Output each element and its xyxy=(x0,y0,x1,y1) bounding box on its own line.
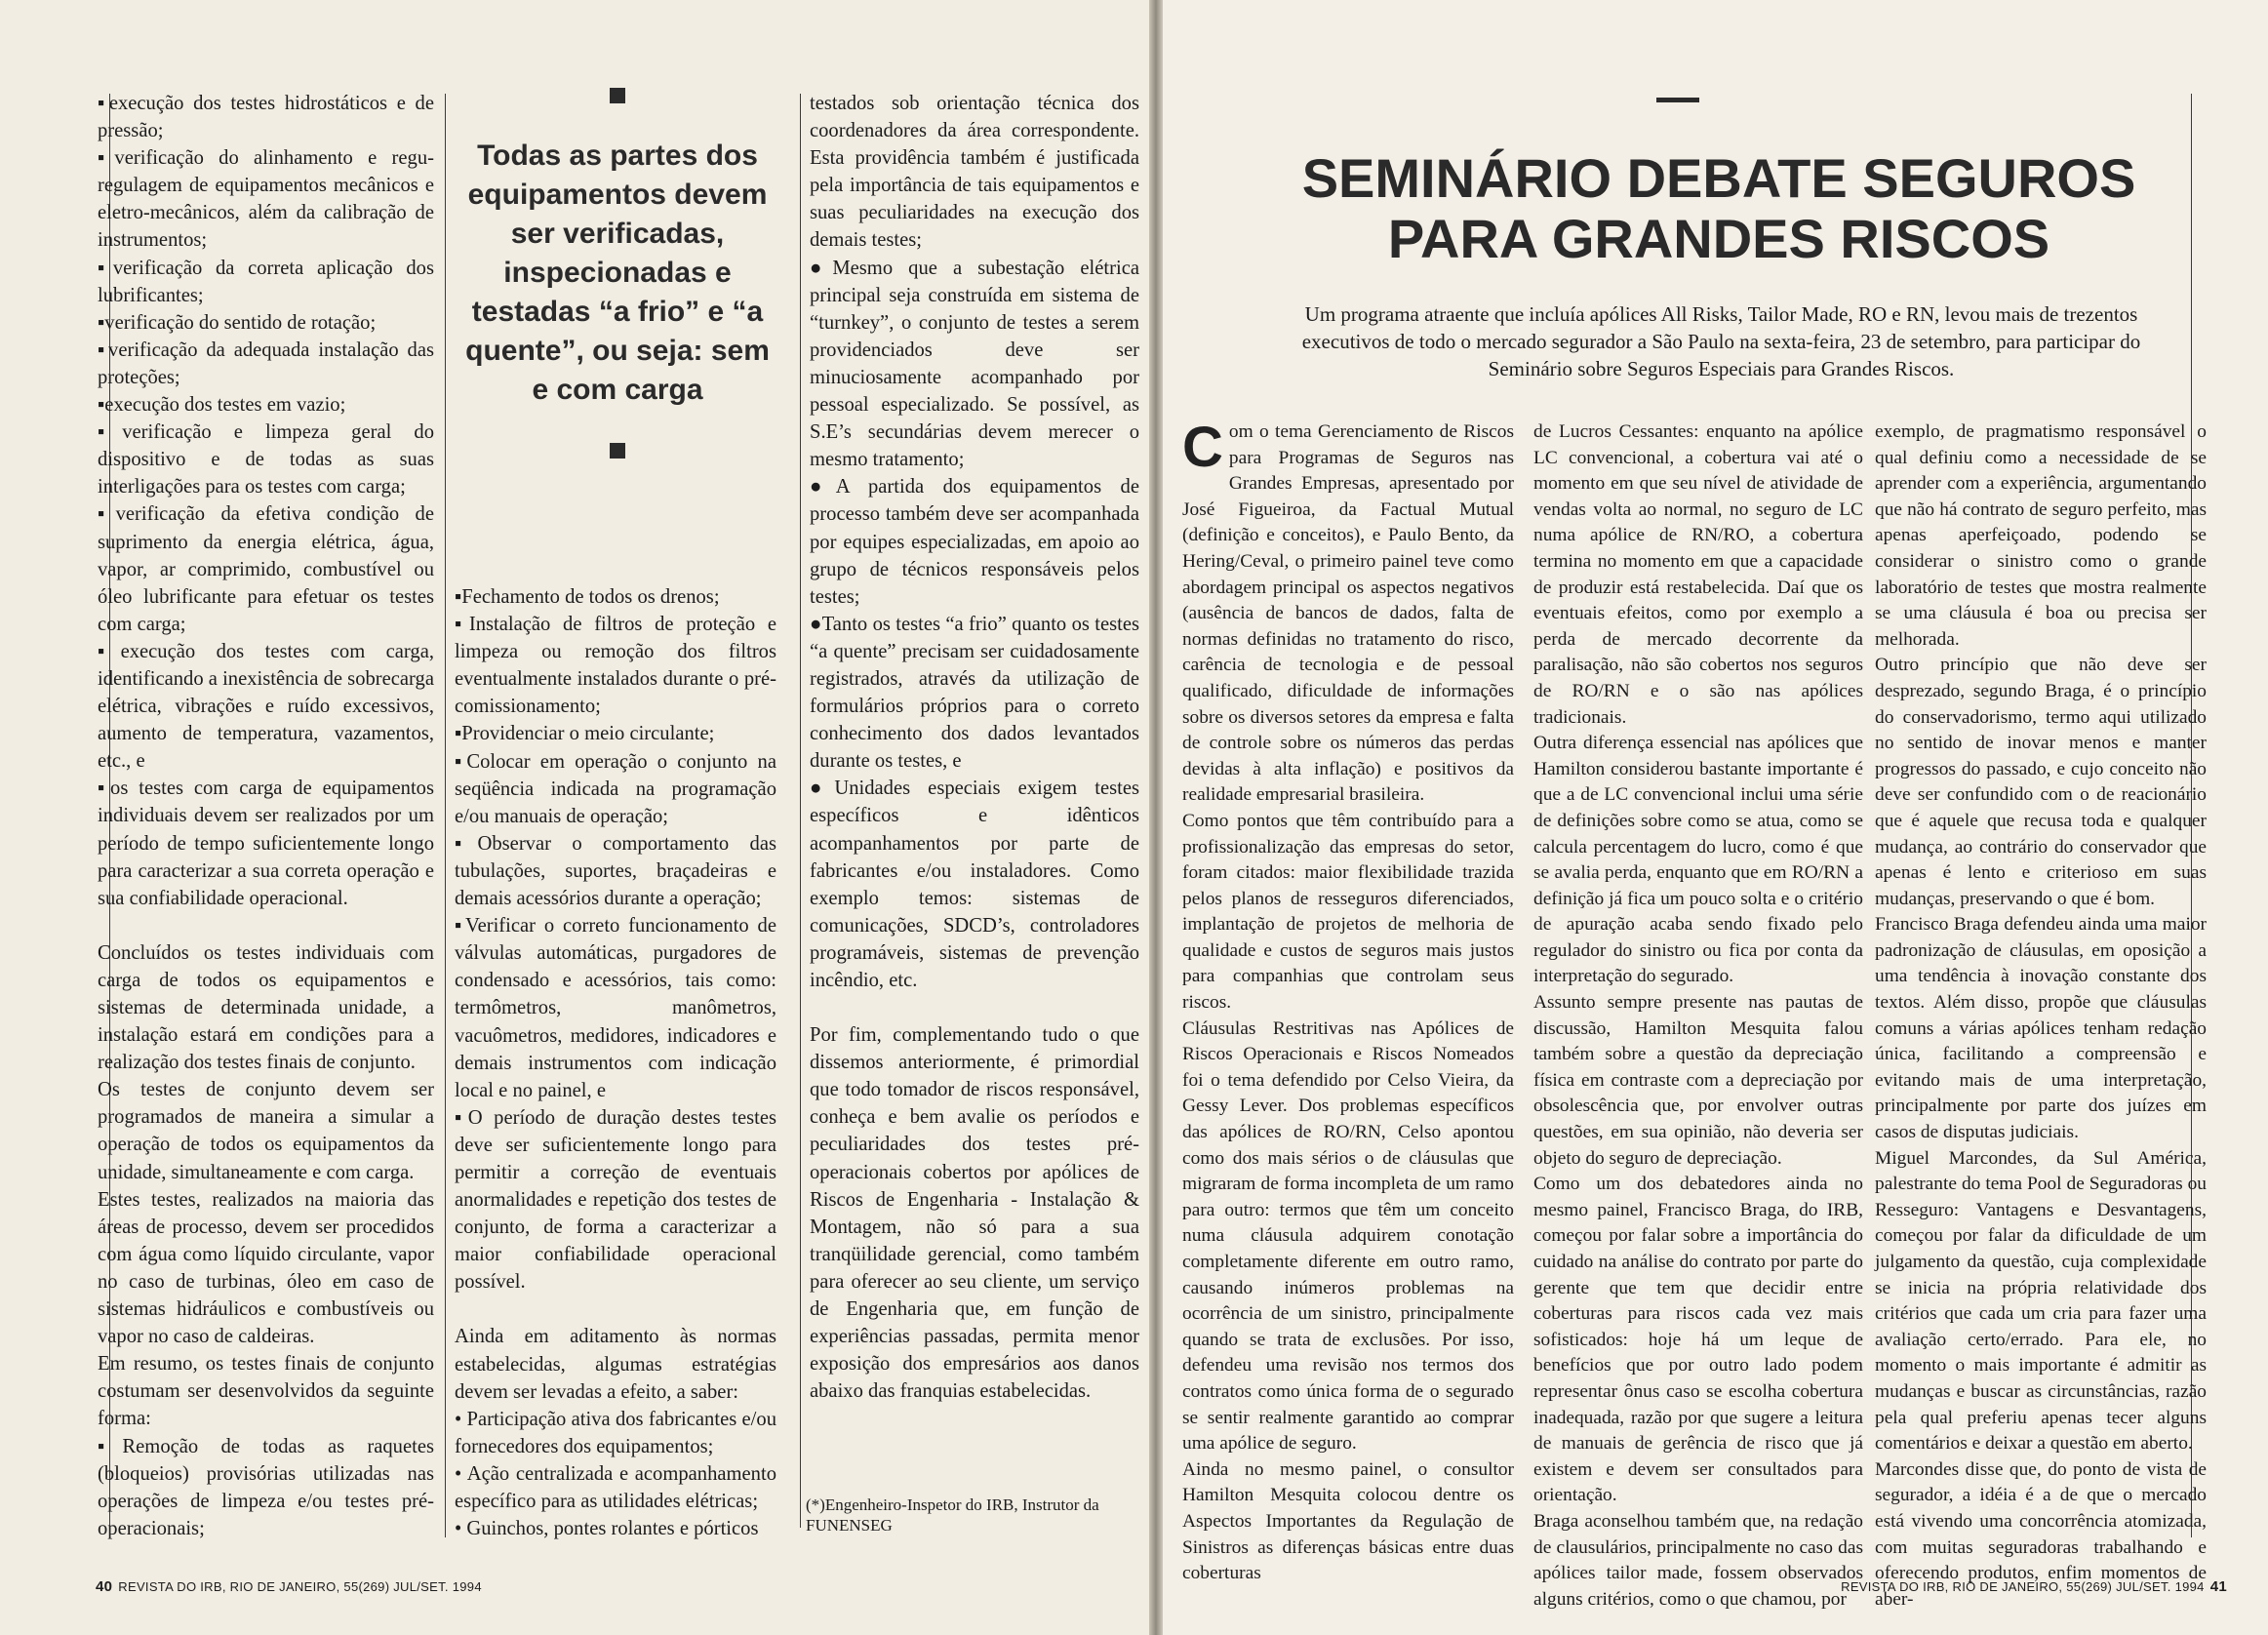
square-ornament xyxy=(610,88,625,103)
paragraph: Como um dos debatedores ainda no mesmo painel, Francisco Braga, do IRB, começou por falar sobre a importância do cuidado na análise do contrato por parte do gerente que tem que decidir entre coberturas para riscos cada vez mais sofisticados: hoje há um leque de benefícios que por outro lado podem representar ônus caso se escolha cobertura inadequada, razão por que sugere a leitura de manuais de gerência de risco que já existem e devem ser consultados para orientação. xyxy=(1533,1174,1863,1506)
paragraph: Braga aconselhou também que, na redação de clausulários, principalmente no caso das apólices tailor made, fossem observados alguns critérios, como o que chamou, por xyxy=(1533,1510,1863,1610)
paragraph: Estes testes, realizados na maioria das áreas de processo, devem ser procedidos com água como líquido circulante, vapor no caso de turbinas, óleo em caso de sistemas hidráulicos e combustíveis ou vapor no caso de caldeiras. xyxy=(98,1188,434,1348)
title-dash xyxy=(1656,98,1699,102)
paragraph: ●A partida dos equipamentos de processo também deve ser acompanhada por equipes especializadas, em apoio ao grupo de técnicos responsáveis pelos testes; xyxy=(810,476,1139,608)
paragraph: Concluídos os testes individuais com carga de todos os equipamentos e sistemas de determinada unidade, a instalação estará em condições para a realização dos testes finais de conjunto. xyxy=(98,941,434,1074)
paragraph: ●Mesmo que a subestação elétrica principal seja construída em sistema de “turnkey”, o conjunto de testes a serem providenciados deve ser minuciosamente acompanhado por pessoal especializado. Se possível, as S.E’s secundárias devem merecer o mesmo tratamento; xyxy=(810,257,1139,471)
article-headline: SEMINÁRIO DEBATE SEGUROS PARA GRANDES RISCOS xyxy=(1301,147,2136,269)
right-page xyxy=(1163,0,2268,1635)
paragraph: ▪execução dos testes hidrostáticos e de pressão; xyxy=(98,93,434,142)
folio-text: REVISTA DO IRB, RIO DE JANEIRO, 55(269) JUL/SET. 1994 xyxy=(1841,1579,2205,1594)
paragraph: ▪O período de duração destes testes deve ser suficientemente longo para permitir a correção de eventuais anormalidades e repetição dos testes de conjunto, de forma a caracterizar a maior confiabilidade operacional possível. xyxy=(455,1106,776,1294)
paragraph: ▪verificação do alinhamento e regu-regulagem de equipamentos mecânicos e eletro-mecânicos, além da calibração de instrumentos; xyxy=(98,147,434,252)
paragraph: ●Unidades especiais exigem testes específicos e idênticos acompanhamentos por parte de fabricantes e/ou instaladores. Como exemplo temos: sistemas de comunicações, SDCD’s, controladores programáveis, sistemas de prevenção incêndio, etc. xyxy=(810,778,1139,991)
paragraph: ▪execução dos testes em vazio; xyxy=(98,394,346,417)
column-rule xyxy=(800,94,801,1528)
paragraph: exemplo, de pragmatismo responsável o qual definiu como a necessidade de se aprender com a experiência, argumentando que não há contrato de seguro perfeito, mas apenas aperfeiçoado, podendo se considerar o sinistro como o grande laboratório de testes que mostra realmente se uma cláusula é boa ou precisa ser melhorada. xyxy=(1875,421,2207,650)
paragraph: ▪Fechamento de todos os drenos; xyxy=(455,586,720,608)
paragraph: Ainda em aditamento às normas estabelecidas, algumas estratégias devem ser levadas a efeito, a saber: xyxy=(455,1326,776,1403)
pull-quote-text: Todas as partes dos equipamentos devem ser verificadas, inspecionadas e testadas “a frio” e “a quente”, ou seja: sem e com carga xyxy=(465,140,770,406)
paragraph: Marcondes disse que, do ponto de vista de segurador, a idéia é a de que o mercado está vivendo uma concorrência atomizada, com muitas seguradoras trabalhando e oferecendo produtos, enfim momentos de aber- xyxy=(1875,1458,2207,1610)
left-column-1 xyxy=(98,90,434,1553)
page-number: 41 xyxy=(2209,1578,2227,1595)
paragraph: Outra diferença essencial nas apólices que Hamilton considerou bastante importante é que a de LC convencional inclui uma série de definições sobre como se atua, como se calcula percentagem do lucro, como é que se avalia perda, enquanto que em RO/RN a definição já fica um pouco solta e o critério de apuração acaba sendo fixado pelo regulador do sinistro ou fica por conta da interpretação do segurado. xyxy=(1533,733,1863,987)
paragraph: • Participação ativa dos fabricantes e/ou fornecedores dos equipamentos; xyxy=(455,1408,776,1457)
footnote: (*)Engenheiro-Inspetor do IRB, Instrutor da FUNENSEG xyxy=(806,1495,1099,1535)
column-rule xyxy=(445,94,446,1537)
paragraph: • Ação centralizada e acompanhamento específico para as utilidades elétricas; xyxy=(455,1462,776,1512)
paragraph: ▪verificação da correta aplicação dos lubrificantes; xyxy=(98,257,434,306)
paragraph: testados sob orientação técnica dos coordenadores da área correspondente. Esta providência também é justificada pela importância de tais equipamentos e suas peculiaridades na execução dos demais testes; xyxy=(810,93,1139,252)
paragraph: ▪verificação da efetiva condição de suprimento da energia elétrica, água, vapor, ar comprimido, combustível ou óleo lubrificante para efetuar os testes com carga; xyxy=(98,503,434,635)
paragraph: Por fim, complementando tudo o que dissemos anteriormente, é primordial que todo tomador de riscos responsável, conheça e bem avalie os períodos e peculiaridades dos testes pré-operacionais cobertos por apólices de Riscos de Engenharia - Instalação & Montagem, não só para a sua tranqüilidade gerencial, como também para oferecer ao seu cliente, um serviço de Engenharia que, em função de experiências passadas, permita menor exposição dos empresários aos danos abaixo das franquias estabelecidas. xyxy=(810,1024,1139,1403)
paragraph: Assunto sempre presente nas pautas de discussão, Hamilton Mesquita falou também sobre a questão da depreciação física em contraste com a depreciação por obsolescência que, por envolver outras questões, em sua opinião, não deveria ser objeto do seguro de depreciação. xyxy=(1533,992,1863,1169)
paragraph: ▪verificação e limpeza geral do dispositivo e de todas as suas interligações para os testes com carga; xyxy=(98,421,434,498)
page-number: 40 xyxy=(96,1578,113,1595)
pull-quote xyxy=(457,88,778,459)
square-ornament xyxy=(610,443,625,459)
left-column-2 xyxy=(455,583,776,1559)
paragraph: ▪Colocar em operação o conjunto na seqüência indicada na programação e/ou manuais de operação; xyxy=(455,750,776,827)
paragraph: Ainda no mesmo painel, o consultor Hamilton Mesquita colocou dentre os Aspectos Importantes da Regulação de Sinistros as diferenças básicas entre duas coberturas xyxy=(1182,1458,1514,1584)
article-deck: Um programa atraente que incluía apólices All Risks, Tailor Made, RO e RN, levou mais de trezentos executivos de todo o mercado segurador a São Paulo na sexta-feira, 23 de setembro, para participar do Seminário sobre Seguros Especiais para Grandes Riscos. xyxy=(1301,302,2141,380)
paragraph: Como pontos que têm contribuído para a profissionalização das empresas do setor, foram citados: maior flexibilidade trazida pelos planos de resseguros diferenciados, implantação de projetos de melhoria de qualidade e custos de seguros mais justos para companhias que controlam seus riscos. xyxy=(1182,810,1514,1014)
paragraph: ▪Observar o comportamento das tubulações, suportes, braçadeiras e demais acessórios durante a operação; xyxy=(455,832,776,910)
paragraph: Em resumo, os testes finais de conjunto costumam ser desenvolvidos da seguinte forma: xyxy=(98,1353,434,1430)
paragraph: de Lucros Cessantes: enquanto na apólice LC convencional, a cobertura vai até o momento em que seu nível de atividade de vendas volta ao normal, no seguro de LC numa apólice de RN/RO, a cobertura termina no momento em que a capacidade de produzir está restabelecida. Daí que os eventuais efeitos, como por exemplo a perda de mercado decorrente da paralisação, não são cobertos nos seguros de RO/RN e o são nas apólices tradicionais. xyxy=(1533,421,1863,728)
paragraph: Cláusulas Restritivas nas Apólices de Riscos Operacionais e Riscos Nomeados foi o tema defendido por Celso Vieira, da Gessy Lever. Dos problemas específicos das apólices de RO/RN, Celso apontou como dos mais sérios o de cláusulas que migraram de forma incompleta de um ramo para outro: termos que têm um conceito numa cláusula adquirem conotação completamente diferente em outro ramo, causando inúmeros problemas na ocorrência de um sinistro, principalmente quando se trata de exclusões. Por isso, defendeu uma revisão nos termos dos contratos como única forma de o segurado se sentir realmente garantido ao comprar uma apólice de seguro. xyxy=(1182,1017,1514,1455)
right-column-1 xyxy=(1182,416,1514,1584)
left-folio xyxy=(90,1578,482,1595)
paragraph: Miguel Marcondes, da Sul América, palestrante do tema Pool de Seguradoras ou Resseguro: Vantagens e Desvantagens, começou por falar da dificuldade de um julgamento da questão, cuja complexidade se inicia na própria relatividade dos critérios que cada um cria para fazer uma avaliação certo/errado. Para ele, no momento o mais importante é admitir as mudanças e buscar as circunstâncias, razão pela qual preferiu apenas tecer alguns comentários e deixar a questão em aberto. xyxy=(1875,1147,2207,1455)
paragraph: ▪execução dos testes com carga, identificando a inexistência de sobrecarga elétrica, vibrações e ruído excessivos, aumento de temperatura, vazamentos, etc., e xyxy=(98,640,434,773)
paragraph: om o tema Gerenciamento de Riscos para Programas de Seguros nas Grandes Empresas, apresentado por José Figueiroa, da Factual Mutual (definição e conceitos), e Paulo Bento, da Hering/Ceval, o primeiro painel teve como abordagem principal os aspectos negativos (ausência de bancos de dados, falta de normas definidas no tratamento do risco, carência de tecnologia e de pessoal qualificado, dificuldade de informações sobre os diversos setores da empresa e falta de controle sobre os números das perdas devidas à alta inflação) e positivos da realidade empresarial brasileira. xyxy=(1182,421,1514,806)
left-column-3 xyxy=(810,90,1139,1475)
folio-text: REVISTA DO IRB, RIO DE JANEIRO, 55(269) JUL/SET. 1994 xyxy=(118,1579,482,1594)
paragraph: ●Tanto os testes “a frio” quanto os testes “a quente” precisam ser cuidadosamente registrados, através da utilização de formulários próprios para o correto conhecimento dos dados levantados durante os testes, e xyxy=(810,613,1139,773)
spine-gutter xyxy=(1149,0,1163,1635)
paragraph: ▪Verificar o correto funcionamento de válvulas automáticas, purgadores de condensado e acessórios, tais como: termômetros, manômetros, vacuômetros, medidores, indicadores e demais instrumentos com indicação local e no painel, e xyxy=(455,915,776,1101)
right-folio xyxy=(1841,1578,2233,1595)
paragraph: Outro princípio que não deve ser desprezado, segundo Braga, é o princípio do conservadorismo, termo aqui utilizado no sentido de inovar menos e manter progressos do passado, e cujo conceito não deve ser confundido com o de reacionário que é aquele que recusa toda e qualquer mudança, ao contrário do conservador que apenas é lento e criterioso em suas mudanças, preservando o que é bom. xyxy=(1875,655,2207,909)
paragraph: Francisco Braga defendeu ainda uma maior padronização de cláusulas, em oposição a uma tendência à inovação constante dos textos. Além disso, propõe que cláusulas comuns a várias apólices tenham redação única, facilitando a compreensão e evitando mais de uma interpretação, principalmente por parte dos juízes em casos de disputas judiciais. xyxy=(1875,914,2207,1143)
paragraph: ▪Instalação de filtros de proteção e limpeza ou remoção dos filtros eventualmente instalados durante o pré-comissionamento; xyxy=(455,614,776,718)
paragraph: ▪Remoção de todas as raquetes (bloqueios) provisórias utilizadas nas operações de limpeza e/ou testes pré-operacionais; xyxy=(98,1435,434,1539)
drop-cap: C xyxy=(1182,416,1223,479)
paragraph: ▪Providenciar o meio circulante; xyxy=(455,723,715,745)
paragraph: ▪verificação do sentido de rotação; xyxy=(98,311,377,334)
paragraph: ▪os testes com carga de equipamentos individuais devem ser realizados por um período de tempo suficientemente longo para caracterizar a sua correta operação e sua confiabilidade operacional. xyxy=(98,778,434,909)
paragraph: • Guinchos, pontes rolantes e pórticos xyxy=(455,1518,759,1540)
right-column-2 xyxy=(1533,419,1863,1610)
paragraph: Os testes de conjunto devem ser programados de maneira a simular a operação de todos os equipamentos da unidade, simultaneamente e com carga. xyxy=(98,1079,434,1183)
paragraph: ▪verificação da adequada instalação das proteções; xyxy=(98,339,434,388)
